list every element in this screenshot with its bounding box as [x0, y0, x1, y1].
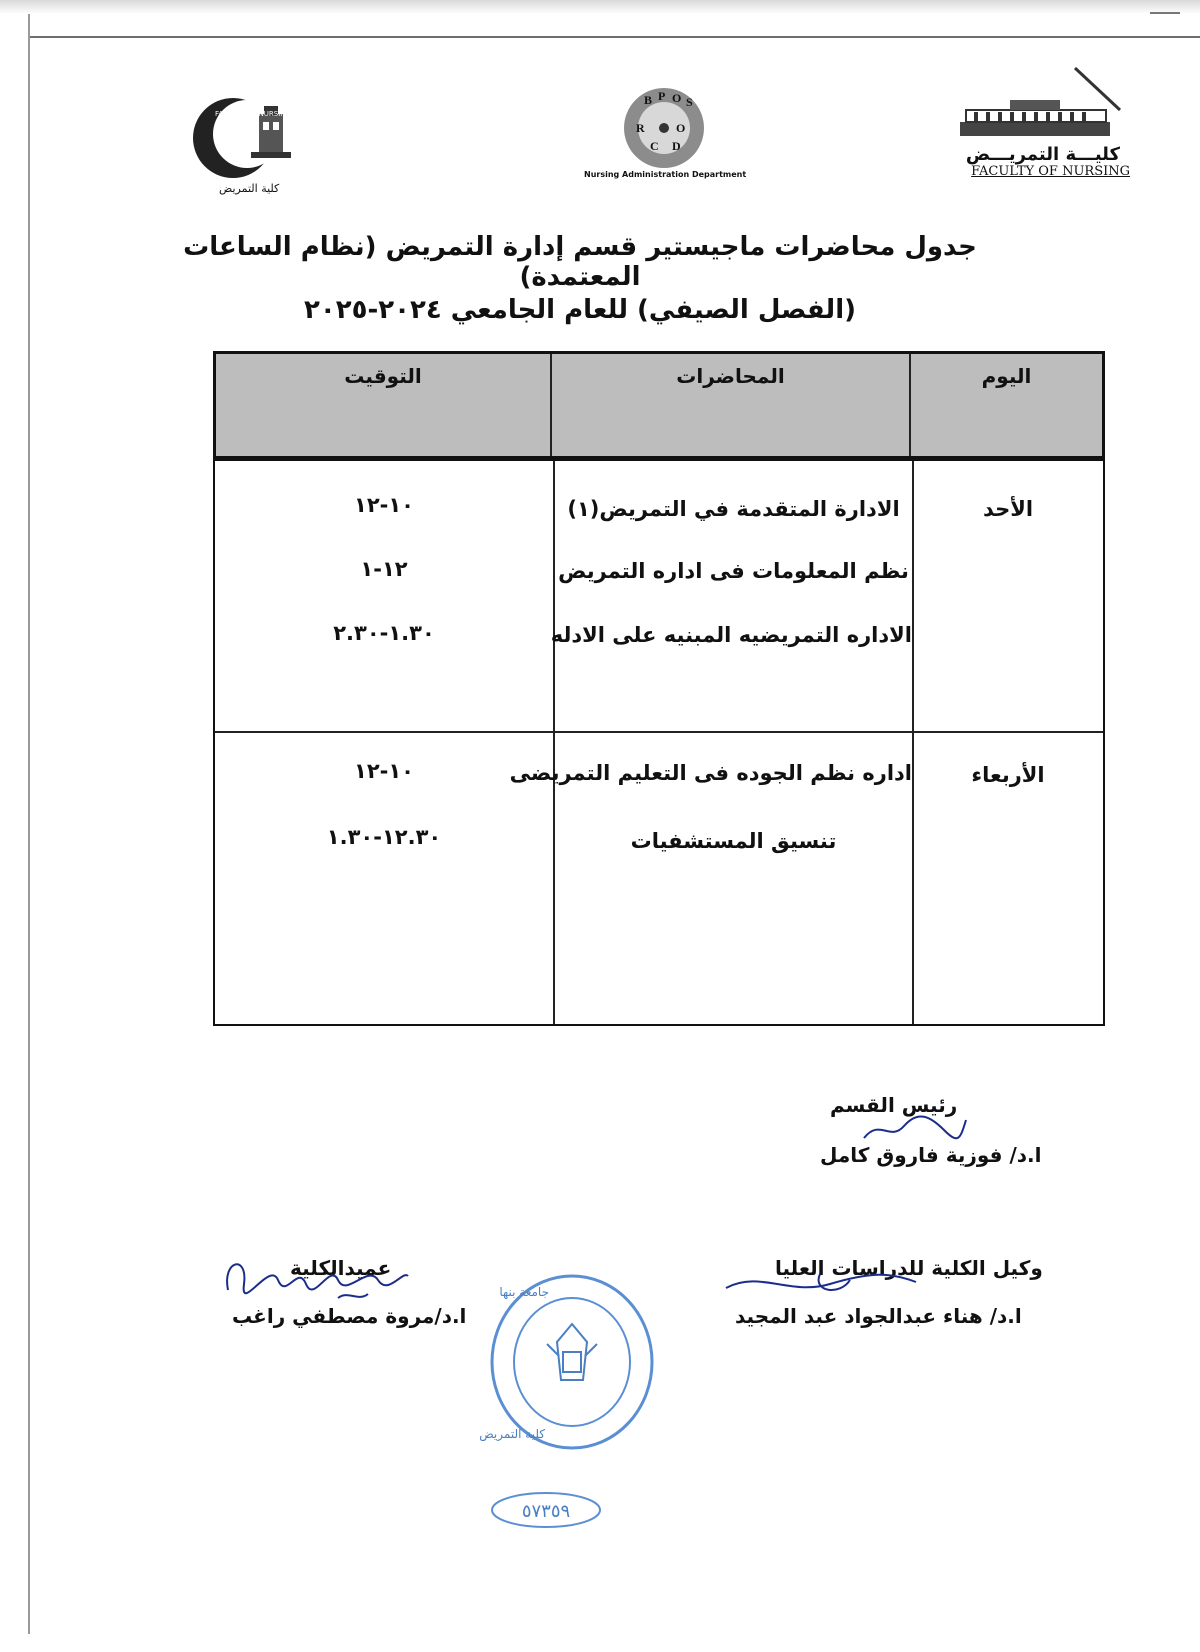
right-logo-arabic: كليـــة التمريـــض [965, 144, 1120, 165]
time-item: ١٢.٣٠-١.٣٠ [326, 825, 442, 849]
scan-edge-left [28, 14, 30, 1634]
stamp-number: ٥٧٣٥٩ [521, 1501, 571, 1522]
dean-title: عميدالكلية [290, 1256, 392, 1280]
lecture-item: نظم المعلومات فى اداره التمريض [558, 559, 909, 583]
dean-name: ا.د/مروة مصطفي راغب [232, 1304, 467, 1328]
head-signature-scribble [860, 1112, 970, 1146]
logo-letter: O [672, 91, 682, 105]
logo-letter: R [636, 121, 645, 135]
lecture-item: الادارة المتقدمة في التمريض(١) [567, 497, 900, 521]
table-header [213, 351, 1105, 459]
stamp-number-badge [490, 1490, 602, 1530]
crescent-logo-icon [185, 96, 325, 186]
lecture-schedule-table [213, 351, 1105, 1026]
scan-border-line [30, 36, 1200, 38]
head-title: رئيس القسم [830, 1093, 958, 1117]
scan-mark [1150, 12, 1180, 26]
row-divider [215, 731, 1103, 733]
time-item: ١٠-١٢ [354, 493, 414, 517]
vice-dean-title: وكيل الكلية للدراسات العليا [775, 1256, 1043, 1280]
logo-letter: P [658, 89, 666, 103]
header-time: التوقيت [344, 364, 422, 388]
document-title: جدول محاضرات ماجيستير قسم إدارة التمريض (نظام الساعات المعتمدة) [183, 232, 977, 292]
column-divider [912, 461, 914, 1024]
lecture-item: اداره نظم الجوده فى التعليم التمريضى [509, 761, 912, 785]
head-name: ا.د/ فوزية فاروق كامل [820, 1143, 1042, 1167]
logo-letter: S [686, 95, 693, 109]
row-day: الأربعاء [971, 763, 1045, 787]
faculty-logo-right [950, 66, 1130, 186]
time-item: ١.٣٠-٢.٣٠ [333, 621, 435, 645]
column-divider [553, 461, 555, 1024]
department-logo [580, 86, 750, 186]
table-body [213, 459, 1105, 1026]
vice-dean-name: ا.د/ هناء عبدالجواد عبد المجيد [735, 1304, 1022, 1328]
document-subtitle: (الفصل الصيفي) للعام الجامعي ٢٠٢٤-٢٠٢٥ [303, 295, 856, 325]
right-logo-english: FACULTY OF NURSING [971, 164, 1130, 179]
puzzle-logo-icon [580, 86, 750, 170]
time-item: ١٢-١ [360, 557, 408, 581]
vice-dean-signature-scribble [720, 1262, 920, 1302]
logo-letter: B [644, 93, 653, 107]
row-day: الأحد [982, 497, 1034, 521]
faculty-logo-left [185, 96, 325, 196]
left-logo-caption: كلية التمريض [219, 182, 280, 195]
lecture-item: الاداره التمريضيه المبنيه على الادله [550, 623, 912, 647]
svg-text:FACULTY OF NURSING: FACULTY OF NURSING [215, 110, 291, 118]
building-logo-icon [950, 66, 1130, 142]
lecture-item: تنسيق المستشفيات [630, 829, 837, 853]
stamp-bottom-text: كلية التمريض [479, 1427, 545, 1441]
scan-edge-top [0, 0, 1200, 14]
dean-signature-scribble [218, 1250, 418, 1310]
logo-letter: D [672, 139, 681, 153]
stamp-top-text: جامعة بنها [499, 1285, 549, 1299]
university-stamp-icon [479, 1272, 657, 1452]
time-item: ١٠-١٢ [354, 759, 414, 783]
center-logo-caption: Nursing Administration Department [584, 170, 747, 179]
logo-letter: O [676, 121, 686, 135]
header-lectures: المحاضرات [676, 364, 785, 388]
logo-letter: C [650, 139, 659, 153]
header-day: اليوم [981, 364, 1032, 388]
